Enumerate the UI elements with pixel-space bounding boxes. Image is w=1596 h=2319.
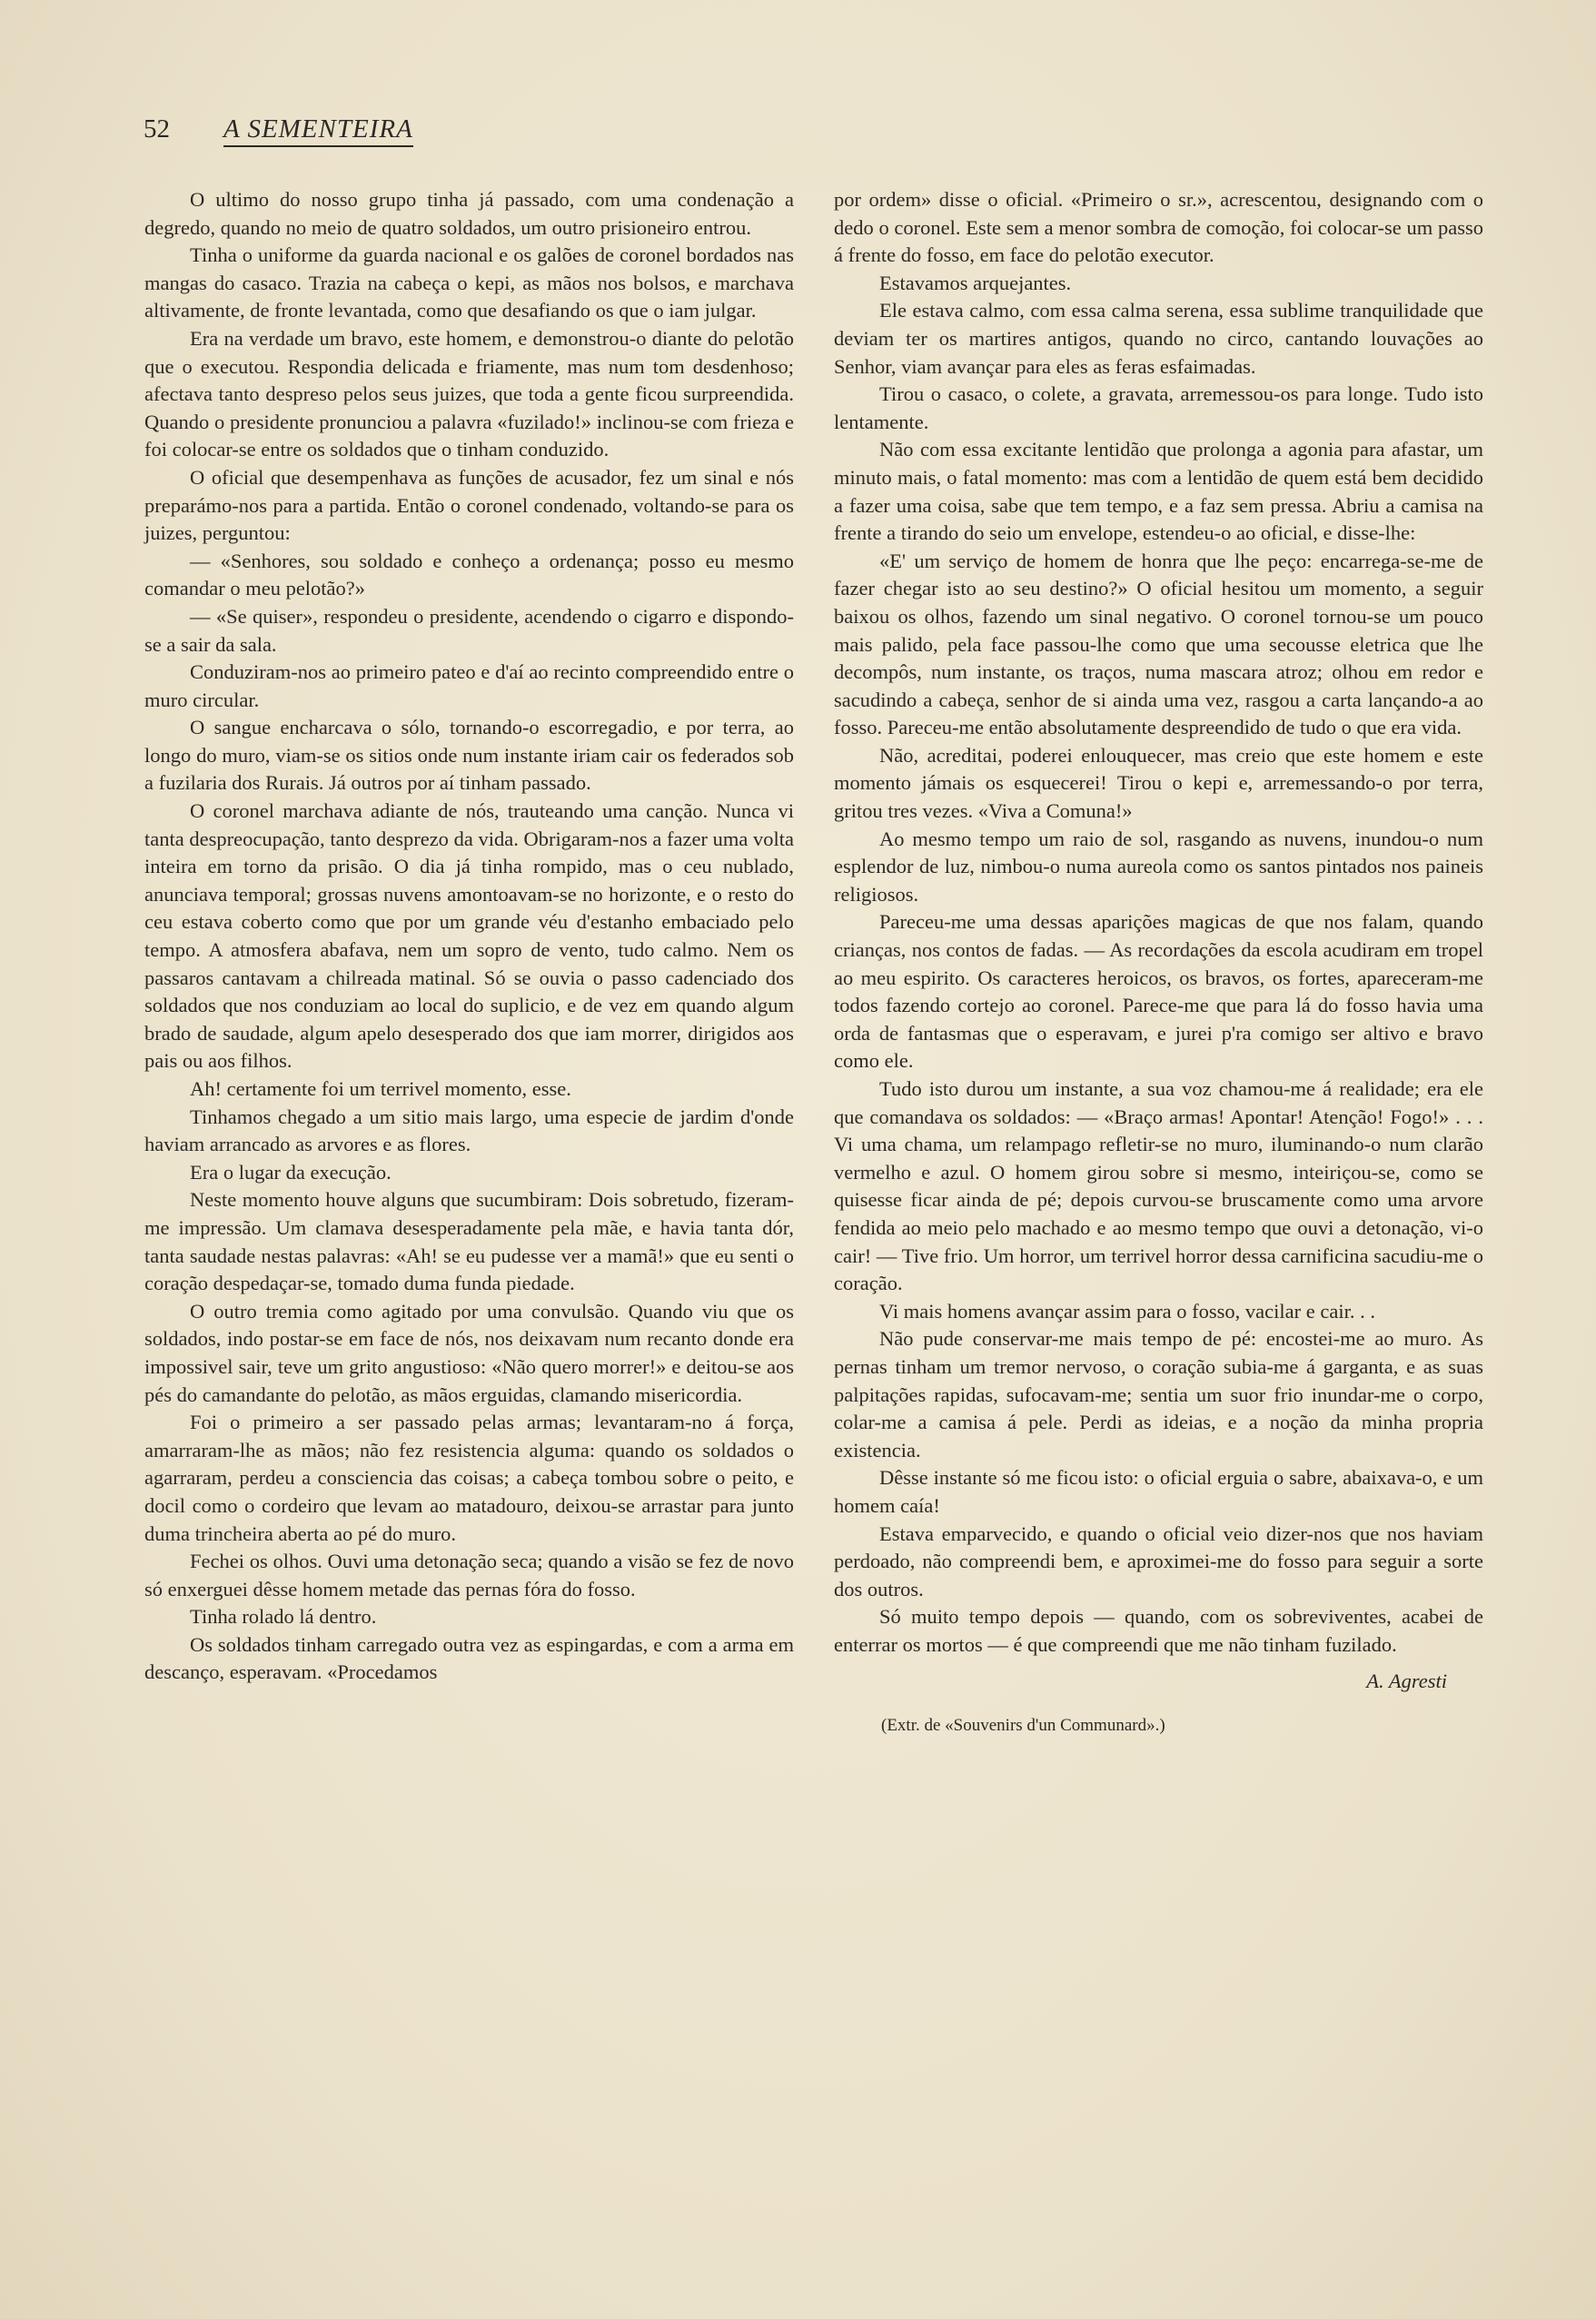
paragraph: Estava emparvecido, e quando o oficial veio dizer-nos que nos haviam perdoado, não compreendi bem, e aproximei-me do fosso para seguir a sorte dos outros. [834,1521,1483,1601]
paragraph: «E' um serviço de homem de honra que lhe peço: encarrega-se-me de fazer chegar isto ao seu destino?» O oficial hesitou um momento, a seguir baixou os olhos, fazendo um sinal negativo. O coronel tornou-se um pouco mais palido, pela face passou-lhe como que uma secousse eletrica que lhe decompôs, num instante, os traços, numa mascara atroz; olhou em redor e sacudindo a cabeça, senhor de si ainda uma vez, rasgou a carta lançando-a ao fosso. Pareceu-me então absolutamente despreendido de tudo o que era vida. [834,549,1483,739]
paragraph: Só muito tempo depois — quando, com os sobreviventes, acabei de enterrar os mortos — é que compreendi que me não tinham fuzilado. [834,1605,1483,1656]
paragraph: Conduziram-nos ao primeiro pateo e d'aí ao recinto compreendido entre o muro circular. [144,660,794,711]
source-note: (Extr. de «Souvenirs d'un Communard».) [881,1716,1165,1736]
paragraph: O coronel marchava adiante de nós, trauteando uma canção. Nunca vi tanta despreocupação, tanto desprezo da vida. Obrigaram-nos a fazer uma volta inteira em torno da prisão. O dia já tinha rompido, mas o ceu nublado, anunciava temporal; grossas nuvens amontoavam-se no horizonte, e o resto do ceu estava coberto como que por um grande véu d'estanho embaciado pelo tempo. A atmosfera abafava, nem um sopro de vento, tudo calmo. Nem os passaros cantavam a chilreada matinal. Só se ouvia o passo cadenciado dos soldados que nos conduziam ao local do suplicio, e de vez em quando algum brado de saudade, algum apelo desesperado dos que iam morrer, dirigidos aos pais ou aos filhos. [144,799,794,1073]
paragraph: Não com essa excitante lentidão que prolonga a agonia para afastar, um minuto mais, o fatal momento: mas com a lentidão de quem está bem decidido a fazer uma coisa, sabe que tem tempo, e a faz sem pressa. Abriu a camisa na frente a tirando do seio um envelope, estendeu-o ao oficial, e disse-lhe: [834,438,1483,545]
paragraph: Tinha o uniforme da guarda nacional e os galões de coronel bordados nas mangas do casaco. Trazia na cabeça o kepi, as mãos nos bolsos, e marchava altivamente, de fronte levantada, como que desafiando os que o iam julgar. [144,243,794,322]
paragraph: Neste momento houve alguns que sucumbiram: Dois sobretudo, fizeram-me impressão. Um clamava desesperadamente pela mãe, e havia tanta dór, tanta saudade nestas palavras: «Ah! se eu pudesse ver a mamã!» que eu senti o coração despedaçar-se, tomado duma funda piedade. [144,1188,794,1295]
paragraph: Tirou o casaco, o colete, a gravata, arremessou-os para longe. Tudo isto lentamente. [834,382,1483,433]
page-number: 52 [144,114,170,144]
page-header [144,114,452,151]
paragraph: O sangue encharcava o sólo, tornando-o escorregadio, e por terra, ao longo do muro, viam-se os sitios onde num instante iriam cair os federados sob a fuzilaria dos Rurais. Já outros por aí tinham passado. [144,716,794,795]
paragraph: Não pude conservar-me mais tempo de pé: encostei-me ao muro. As pernas tinham um tremor nervoso, o coração subia-me á garganta, e as suas palpitações rapidas, sufocavam-me; sentia um suor frio inundar-me o corpo, colar-me a camisa á pele. Perdi as ideias, e a noção da minha propria existencia. [834,1327,1483,1462]
paragraph: por ordem» disse o oficial. «Primeiro o sr.», acrescentou, designando com o dedo o coronel. Este sem a menor sombra de comoção, foi colocar-se um passo á frente do fosso, em face do pelotão executor. [834,188,1483,267]
paragraph: Tinha rolado lá dentro. [190,1605,377,1629]
paragraph: Os soldados tinham carregado outra vez as espingardas, e com a arma em descanço, esperavam. «Procedamos [144,1632,794,1684]
paragraph: — «Se quiser», respondeu o presidente, acendendo o cigarro e dispondo-se a sair da sala. [144,604,794,656]
paragraph: Tinhamos chegado a um sitio mais largo, uma especie de jardim d'onde haviam arrancado as arvores e as flores. [144,1105,794,1156]
paragraph: Ao mesmo tempo um raio de sol, rasgando as nuvens, inundou-o num esplendor de luz, nimbou-o numa aureola como os santos pintados nos paineis religiosos. [834,827,1483,906]
paragraph: O ultimo do nosso grupo tinha já passado, com uma condenação a degredo, quando no meio de quatro soldados, um outro prisioneiro entrou. [144,188,794,239]
paragraph: Foi o primeiro a ser passado pelas armas; levantaram-no á força, amarraram-lhe as mãos; não fez resistencia alguma: quando os soldados o agarraram, perdeu a consciencia das coisas; a cabeça tombou sobre o peito, e docil como o cordeiro que levam ao matadouro, deixou-se arrastar para junto duma trincheira aberta ao pé do muro. [144,1411,794,1545]
paragraph: Ah! certamente foi um terrivel momento, esse. [190,1077,571,1100]
paragraph: Estavamos arquejantes. [879,271,1072,294]
paragraph: — «Senhores, sou soldado e conheço a ordenança; posso eu mesmo comandar o meu pelotão?» [144,549,794,600]
paragraph: O outro tremia como agitado por uma convulsão. Quando viu que os soldados, indo postar-se em face de nós, nos deixavam num recanto donde era impossivel sair, teve um grito angustioso: «Não quero morrer!» e deitou-se aos pés do camandante do pelotão, as mãos erguidas, clamando misericordia. [144,1299,794,1406]
running-title: A SEMENTEIRA [223,114,413,147]
paragraph: Não, acreditai, poderei enlouquecer, mas creio que este homem e este momento jámais os esquecerei! Tirou o kepi e, arremessando-o por terra, gritou tres vezes. «Viva a Comuna!» [834,743,1483,823]
paragraph: Vi mais homens avançar assim para o fosso, vacilar e cair. . . [879,1299,1375,1323]
paragraph: Fechei os olhos. Ouvi uma detonação seca; quando a visão se fez de novo só enxerguei dêsse homem metade das pernas fóra do fosso. [144,1550,794,1601]
paragraph: Tudo isto durou um instante, a sua voz chamou-me á realidade; era ele que comandava os soldados: — «Braço armas! Apontar! Atenção! Fogo!» . . . Vi uma chama, um relampago refletir-se no muro, iluminando-o num clarão vermelho e azul. O homem girou sobre si mesmo, inteiriçou-se, como se quisesse ficar ainda de pé; depois curvou-se bruscamente como uma arvore fendida ao meio pelo machado e ao mesmo tempo que ouvi a detonação, vi-o cair! — Tive frio. Um horror, um terrivel horror dessa carnificina sacudiu-me o coração. [834,1077,1483,1295]
paragraph: Era na verdade um bravo, este homem, e demonstrou-o diante do pelotão que o executou. Respondia delicada e friamente, mas num tom desdenhoso; afectava tanto despreso pelos seus juizes, que toda a gente ficou surpreendida. Quando o presidente pronunciou a palavra «fuzilado!» inclinou-se com frieza e foi colocar-se entre os soldados que o tinham conduzido. [144,326,794,461]
author-signature: A. Agresti [1366,1670,1447,1693]
paragraph: O oficial que desempenhava as funções de acusador, fez um sinal e nós preparámo-nos para a partida. Então o coronel condenado, voltando-se para os juizes, perguntou: [144,465,794,545]
left-column [144,186,794,1687]
paragraph: Ele estava calmo, com essa calma serena, essa sublime tranquilidade que deviam ter os martires antigos, quando no circo, cantando louvações ao Senhor, viam avançar para eles as feras esfaimadas. [834,299,1483,378]
paragraph: Era o lugar da execução. [190,1160,392,1184]
paragraph: Dêsse instante só me ficou isto: o oficial erguia o sabre, abaixava-o, e um homem caía! [834,1466,1483,1517]
right-column [834,186,1483,1740]
paragraph: Pareceu-me uma dessas aparições magicas de que nos falam, quando crianças, nos contos de fadas. — As recordações da escola acudiram em tropel ao meu espirito. Os caracteres heroicos, os bravos, os fortes, apareceram-me todos fazendo cortejo ao coronel. Parece-me que para lá do fosso havia uma orda de fantasmas que o esperavam, e jurei p'ra comigo ser altivo e bravo como ele. [834,910,1483,1073]
